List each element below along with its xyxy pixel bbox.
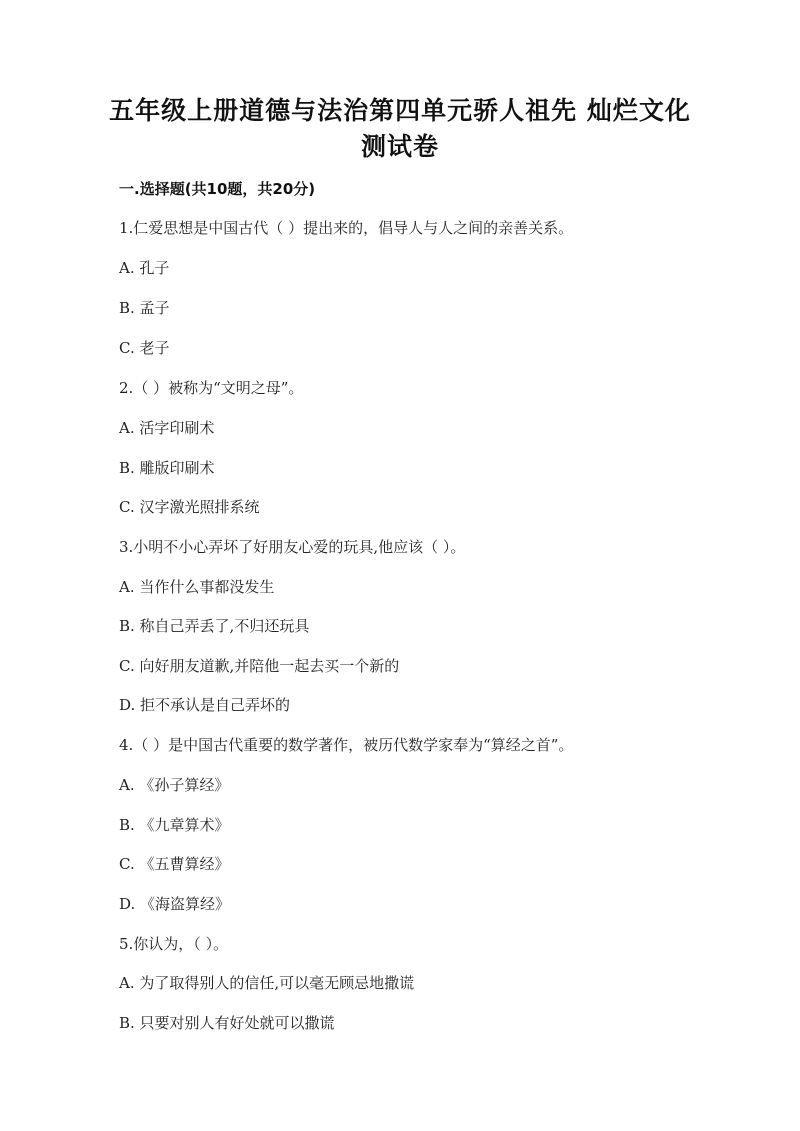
question-3-stem: 3.小明不小心弄坏了好朋友心爱的玩具,他应该（ ）。 bbox=[119, 538, 466, 556]
question-4-option-d: D. 《海盗算经》 bbox=[119, 895, 231, 913]
question-5-option-a: A. 为了取得别人的信任,可以毫无顾忌地撒谎 bbox=[119, 974, 415, 992]
question-4-option-a: A. 《孙子算经》 bbox=[119, 776, 230, 794]
question-2-option-b: B. 雕版印刷术 bbox=[119, 459, 215, 477]
question-1-option-a: A. 孔子 bbox=[119, 259, 170, 277]
question-4-stem: 4.（ ）是中国古代重要的数学著作，被历代数学家奉为“算经之首”。 bbox=[119, 736, 574, 754]
question-1-stem: 1.仁爱思想是中国古代（ ）提出来的，倡导人与人之间的亲善关系。 bbox=[119, 219, 574, 237]
question-3-option-d: D. 拒不承认是自己弄坏的 bbox=[119, 696, 291, 714]
question-3-option-c: C. 向好朋友道歉,并陪他一起去买一个新的 bbox=[119, 657, 400, 675]
question-3-option-a: A. 当作什么事都没发生 bbox=[119, 578, 275, 596]
question-4-option-b: B. 《九章算术》 bbox=[119, 816, 230, 834]
question-5-option-b: B. 只要对别人有好处就可以撒谎 bbox=[119, 1014, 335, 1032]
question-2-option-c: C. 汉字激光照排系统 bbox=[119, 498, 260, 516]
question-4-option-c: C. 《五曹算经》 bbox=[119, 855, 230, 873]
question-1-option-b: B. 孟子 bbox=[119, 299, 170, 317]
question-5-stem: 5.你认为，（ ）。 bbox=[119, 935, 229, 953]
question-2-stem: 2.（ ）被称为“文明之母”。 bbox=[119, 379, 304, 397]
question-2-option-a: A. 活字印刷术 bbox=[119, 419, 215, 437]
exam-title-line1: 五年级上册道德与法治第四单元骄人祖先 灿烂文化 bbox=[109, 96, 691, 125]
question-1-option-c: C. 老子 bbox=[119, 339, 170, 357]
section-heading: 一.选择题(共10题，共20分) bbox=[119, 180, 316, 198]
question-3-option-b: B. 称自己弄丢了,不归还玩具 bbox=[119, 617, 310, 635]
exam-title-line2: 测试卷 bbox=[360, 132, 439, 161]
